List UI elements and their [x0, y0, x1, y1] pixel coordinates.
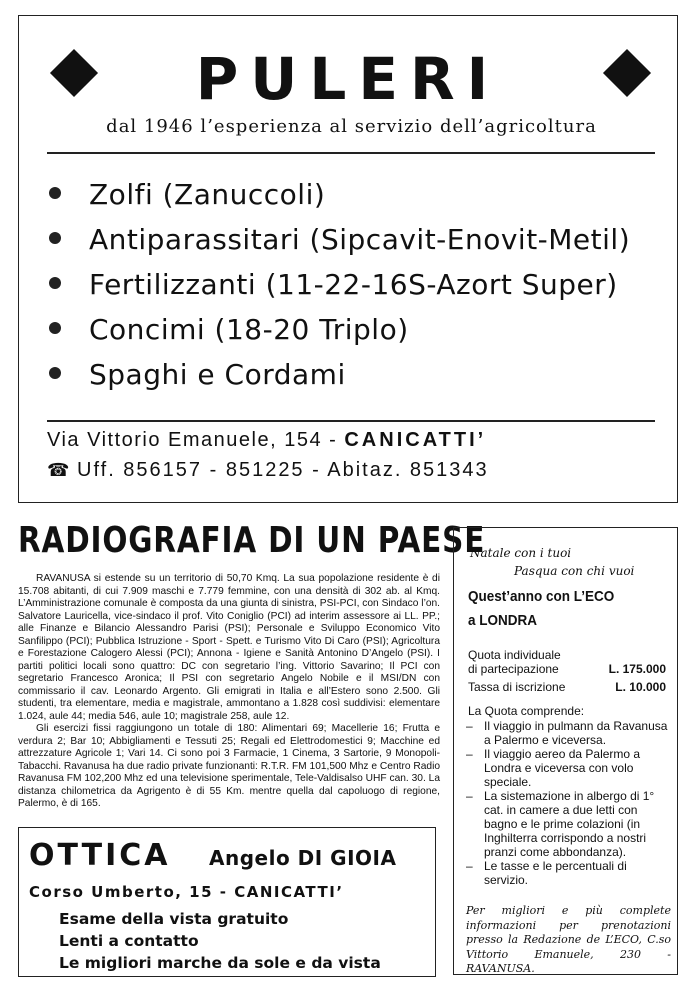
eco-slogan: Natale con i tuoi — [470, 546, 572, 560]
article-paragraph: RAVANUSA si estende su un territorio di 50,70 Kmq. La sua popolazione residente è di 15.708 abitanti, di cui 7.909 maschi e 7.779 femmine, con una densità di 302 ab. al Kmq. L’Amministrazione comunale è composta da una giunta di sinistra, PSI-PCI, con Sindaco l’on. Salvatore Lauricella, vice-sindaco il prof. Vito Coniglio (PCI) ad interim assessore ai LL. PP.; alle Finanze e Bilancio Alessandro Parisi (PSI); Personale e Sviluppo Economico Vito Sanfilippo (PCI); Pubblica Istruzione - Sport - Spett. e Turismo Vito Di Caro (PSI); Agricoltura e Forestazione Calogero Alessi (PCI); Annona - Igiene e Sanità Antonino D’Angelo (PSI). I partiti politici locali sono quattro: DC con segretario l’ing. Vittorio Savarino; Il PCI con segretario Francesco Aronica; Il PSI con segretario Angelo Nobile e il MSI/DN con commissario il cav. Leonardo Argento. Gli emigrati in Italia e all’Estero sono 2.500. Gli studenti, tra elementare, media e magistrale, ammontano a 1.828 così suddivisi: elementare 1.024, aule 44; media 546, aule 10; magistrale 258, aule 12. — [18, 573, 440, 722]
eco-slogan: Pasqua con chi vuoi — [514, 564, 635, 578]
ottica-service: Esame della vista gratuito — [59, 910, 289, 928]
puleri-tagline: dal 1946 l’esperienza al servizio dell’agricoltura — [106, 116, 597, 137]
fee-label: di partecipazione — [468, 662, 559, 676]
product-item — [49, 178, 326, 211]
fee-label: Tassa di iscrizione — [468, 680, 566, 694]
puleri-advertisement — [18, 15, 678, 503]
puleri-title: PULERI — [195, 45, 501, 113]
list-item: – La sistemazione in albergo di 1° cat. in camere a due letti con bagno e le prime colazioni (in Inghilterra corrispondo a nostri pranzi come abbondanza). — [466, 789, 655, 859]
product-item — [49, 223, 631, 256]
product-item — [49, 268, 618, 301]
fee-row — [468, 680, 666, 694]
bullet-icon — [49, 232, 61, 244]
bullet-icon — [49, 277, 61, 289]
ottica-address: Corso Umberto, 15 - CANICATTI’ — [29, 883, 344, 901]
ottica-owner: Angelo DI GIOIA — [209, 846, 397, 870]
list-item: – Il viaggio aereo da Palermo a Londra e viceversa con volo speciale. — [466, 747, 641, 789]
divider — [47, 152, 655, 154]
puleri-address — [47, 429, 486, 452]
product-label: Zolfi (Zanuccoli) — [89, 178, 326, 211]
ottica-name: OTTICA — [29, 838, 171, 873]
telephone-icon: ☎ — [47, 460, 72, 480]
eco-trip-box — [453, 527, 678, 975]
list-item: – Le tasse e le percentuali di servizio. — [466, 859, 627, 887]
product-item — [49, 358, 346, 391]
product-label: Concimi (18-20 Triplo) — [89, 313, 409, 346]
includes-list — [466, 719, 671, 887]
list-item: – Il viaggio in pulmann da Ravanusa a Palermo e viceversa. — [466, 719, 668, 747]
phone-numbers: Uff. 856157 - 851225 - Abitaz. 851343 — [77, 459, 489, 481]
eco-footer-note: Per migliori e più complete informazioni per prenotazioni presso la Redazione de L’ECO, C.so Vittorio Emanuele, 230 - RAVANUSA. — [466, 904, 671, 975]
fee-label: Quota individuale — [468, 648, 561, 662]
divider — [47, 420, 655, 422]
address-street: Via Vittorio Emanuele, 154 - — [47, 429, 345, 451]
puleri-phones — [47, 459, 489, 482]
product-item — [49, 313, 409, 346]
product-label: Fertilizzanti (11-22-16S-Azort Super) — [89, 268, 618, 301]
ottica-service: Le migliori marche da sole e da vista — [59, 954, 381, 972]
article-body — [18, 573, 440, 811]
eco-headline: Quest’anno con L’ECO — [468, 588, 615, 605]
fee-amount: L. 10.000 — [615, 680, 666, 694]
address-town: CANICATTI’ — [344, 429, 487, 451]
product-label: Spaghi e Cordami — [89, 358, 346, 391]
article-paragraph: Gli esercizi fissi raggiungono un totale di 180: Alimentari 69; Macellerie 16; Frutta e verdura 2; Bar 10; Abbigliamenti e Tessuti 25; Regali ed Elettrodomestici 9; Macchine ed attrezzature Agricole 1; Vari 14. Ci sono poi 3 Farmacie, 1 Cinema, 3 Sartorie, 9 Monopoli-Tabacchi. Ravanusa ha due radio private funzionanti: R.T.R. FM 101,500 Mhz e Centro Radio Ravanusa FM 102,200 Mhz ed una televisione sperimentale, Tele-Valdisalso UHF can. 30. La distanza chilometrica da Agrigento è di 55 Km. mentre quella dal capoluogo di regione, Palermo, è di 165. — [18, 723, 440, 809]
includes-label: La Quota comprende: — [468, 704, 585, 718]
bullet-icon — [49, 322, 61, 334]
ottica-service: Lenti a contatto — [59, 932, 199, 950]
article-title: RADIOGRAFIA DI UN PAESE — [18, 520, 486, 561]
ottica-advertisement — [18, 827, 436, 977]
fee-row — [468, 648, 666, 676]
fee-amount: L. 175.000 — [608, 662, 666, 676]
bullet-icon — [49, 187, 61, 199]
product-label: Antiparassitari (Sipcavit-Enovit-Metil) — [89, 223, 631, 256]
bullet-icon — [49, 367, 61, 379]
eco-headline: a LONDRA — [468, 612, 538, 629]
